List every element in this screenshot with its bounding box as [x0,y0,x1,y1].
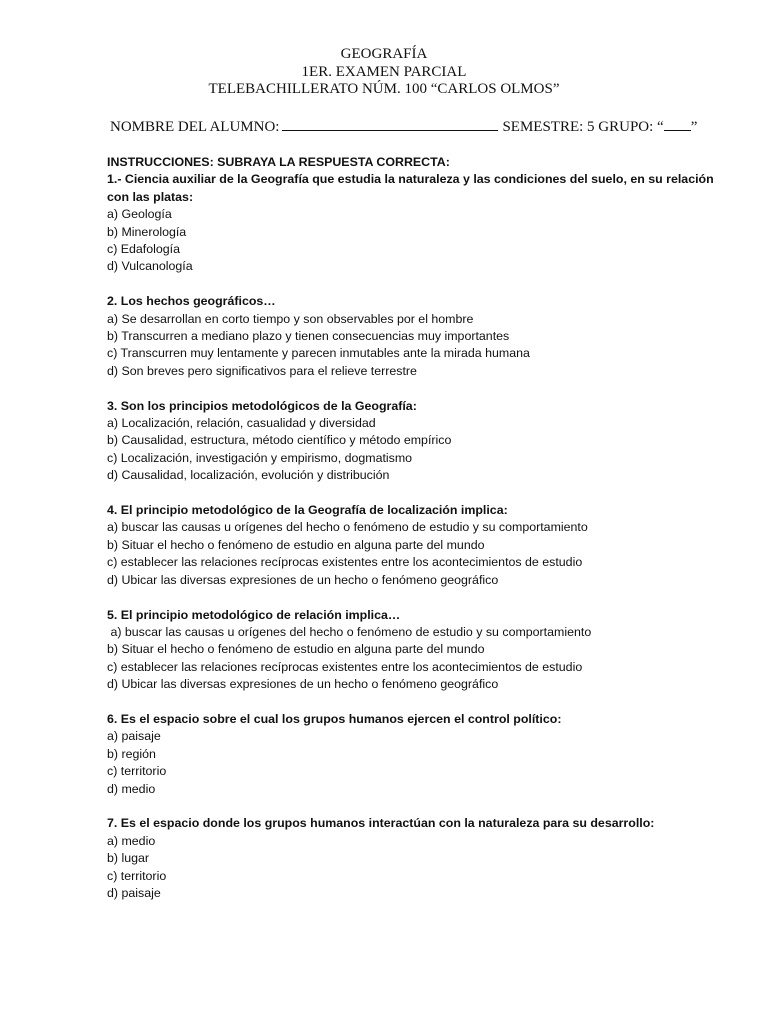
answer-option[interactable]: d) Vulcanología [107,259,193,274]
question-7 [107,815,737,902]
answer-option[interactable]: d) Ubicar las diversas expresiones de un hecho o fenómeno geográfico [107,677,499,692]
answer-option[interactable]: d) Causalidad, localización, evolución y distribución [107,468,390,483]
exam-body [107,154,737,920]
question-stem: 7. Es el espacio donde los grupos humanos interactúan con la naturaleza para su desarrollo: [107,816,655,831]
student-name-blank[interactable] [282,118,498,131]
answer-option[interactable]: b) Situar el hecho o fenómeno de estudio en alguna parte del mundo [107,642,485,657]
answer-option[interactable]: c) Edafología [107,242,181,257]
answer-option[interactable]: c) territorio [107,764,167,779]
question-2 [107,293,737,380]
answer-option[interactable]: d) Son breves pero significativos para el relieve terrestre [107,363,417,378]
exam-header [0,46,768,99]
semester-group-label: SEMESTRE: 5 GRUPO: “ [502,119,664,135]
instructions: INSTRUCCIONES: SUBRAYA LA RESPUESTA CORRECTA: [107,155,450,169]
question-3 [107,398,737,485]
answer-option[interactable]: b) Situar el hecho o fenómeno de estudio en alguna parte del mundo [107,537,485,552]
answer-option[interactable]: a) medio [107,833,156,848]
question-1 [107,171,737,275]
subject-title: GEOGRAFÍA [340,46,428,62]
answer-option[interactable]: c) Localización, investigación y empirismo, dogmatismo [107,450,413,465]
group-close-quote: ” [690,119,698,135]
group-blank[interactable] [664,118,691,131]
answer-option[interactable]: d) Ubicar las diversas expresiones de un hecho o fenómeno geográfico [107,572,499,587]
answer-option[interactable]: a) paisaje [107,729,161,744]
student-info-line [110,118,697,136]
question-stem: 3. Son los principios metodológicos de la Geografía: [107,398,417,413]
answer-option[interactable]: a) buscar las causas u orígenes del hecho o fenómeno de estudio y su comportamiento [107,624,592,639]
answer-option[interactable]: a) Se desarrollan en corto tiempo y son observables por el hombre [107,311,474,326]
answer-option[interactable]: c) territorio [107,868,167,883]
question-5 [107,607,737,694]
answer-option[interactable]: a) Localización, relación, casualidad y diversidad [107,416,376,431]
student-name-label: NOMBRE DEL ALUMNO: [110,119,280,135]
question-stem: 6. Es el espacio sobre el cual los grupos humanos ejercen el control político: [107,711,562,726]
answer-option[interactable]: c) Transcurren muy lentamente y parecen inmutables ante la mirada humana [107,346,530,361]
answer-option[interactable]: c) establecer las relaciones recíprocas existentes entre los acontecimientos de estudio [107,659,583,674]
answer-option[interactable]: d) medio [107,781,156,796]
answer-option[interactable]: a) Geología [107,207,172,222]
answer-option[interactable]: a) buscar las causas u orígenes del hecho o fenómeno de estudio y su comportamiento [107,520,588,535]
question-stem: 1.- Ciencia auxiliar de la Geografía que estudia la naturaleza y las condiciones del suelo, en su relación con las platas: [107,172,714,204]
question-4 [107,502,737,589]
answer-option[interactable]: b) Causalidad, estructura, método científico y método empírico [107,433,452,448]
answer-option[interactable]: c) establecer las relaciones recíprocas existentes entre los acontecimientos de estudio [107,555,583,570]
question-6 [107,711,737,798]
question-stem: 4. El principio metodológico de la Geografía de localización implica: [107,503,508,518]
answer-option[interactable]: b) Minerología [107,224,187,239]
answer-option[interactable]: b) Transcurren a mediano plazo y tienen consecuencias muy importantes [107,329,510,344]
exam-title: 1ER. EXAMEN PARCIAL [301,63,467,80]
answer-option[interactable]: b) lugar [107,851,150,866]
question-stem: 2. Los hechos geográficos… [107,294,276,309]
school-name: TELEBACHILLERATO NÚM. 100 “CARLOS OLMOS” [208,81,560,97]
answer-option[interactable]: b) región [107,746,156,761]
question-stem: 5. El principio metodológico de relación implica… [107,607,401,622]
answer-option[interactable]: d) paisaje [107,885,161,900]
